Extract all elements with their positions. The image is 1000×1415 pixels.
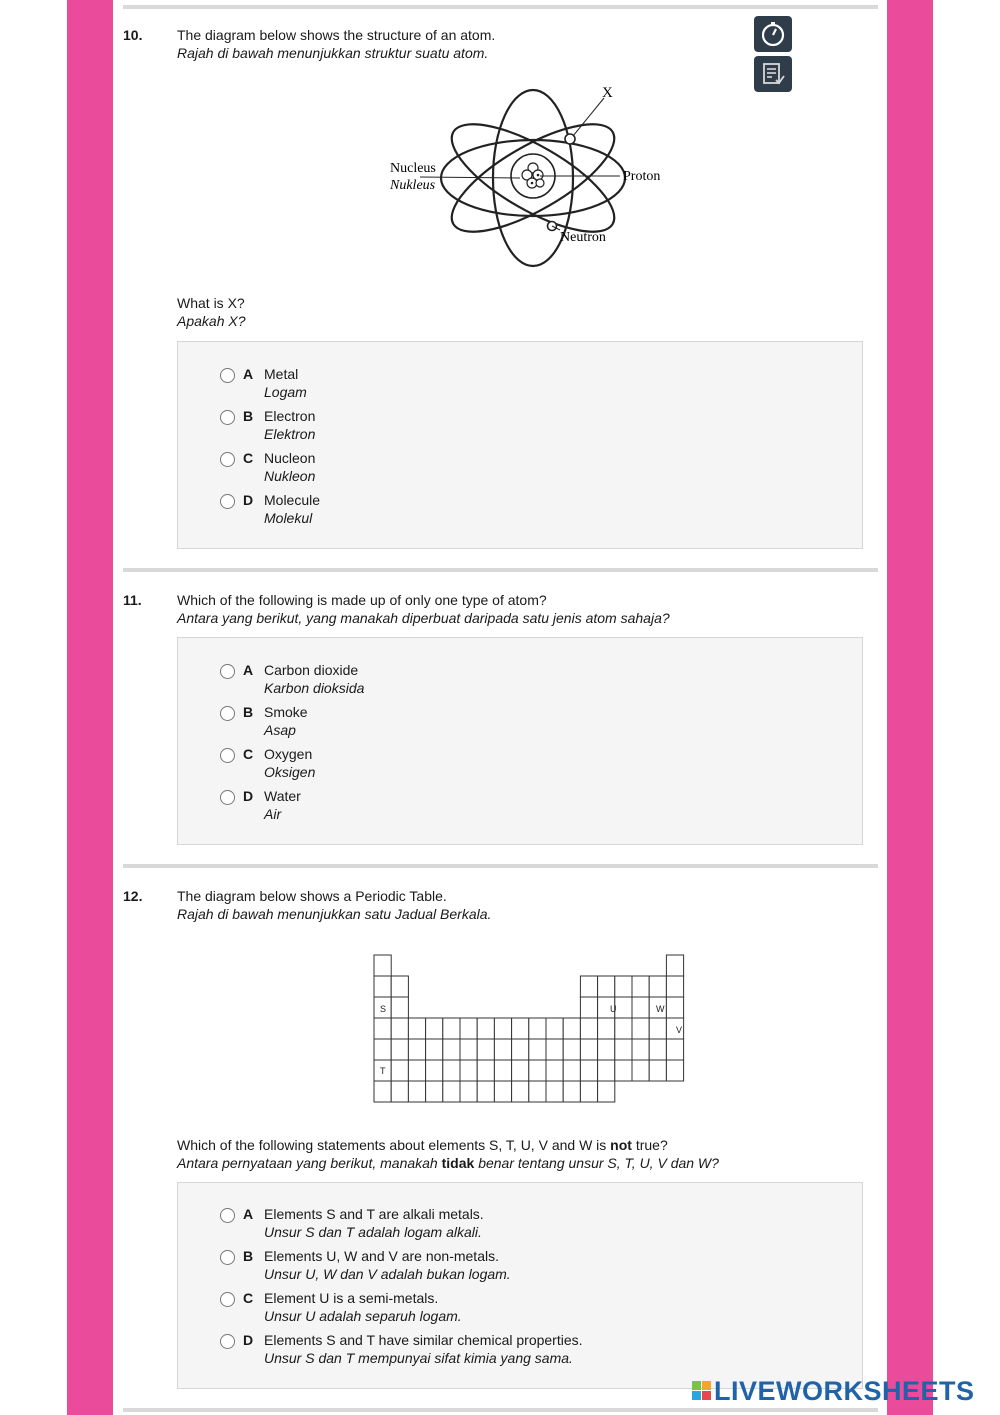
periodic-cell — [666, 1060, 683, 1081]
option-letter: B — [243, 408, 254, 424]
prompt-part: true? — [631, 1137, 668, 1153]
periodic-cell — [649, 1018, 666, 1039]
option-letter: A — [243, 1206, 254, 1222]
label-proton: Proton — [623, 169, 661, 184]
option-text-ms: Nukleon — [264, 468, 316, 484]
periodic-cell — [598, 976, 615, 997]
left-side-band — [67, 0, 113, 1415]
radio-button[interactable] — [220, 790, 235, 805]
periodic-cell — [460, 1018, 477, 1039]
periodic-cell — [632, 1039, 649, 1060]
prompt-part: Antara pernyataan yang berikut, manakah — [177, 1155, 442, 1171]
periodic-cell — [443, 1039, 460, 1060]
periodic-cell — [512, 1039, 529, 1060]
periodic-cell — [649, 1060, 666, 1081]
periodic-cell — [408, 1060, 425, 1081]
question-prompt-ms: Apakah X? — [177, 313, 246, 329]
periodic-cell — [580, 976, 597, 997]
option-letter: C — [243, 1290, 254, 1306]
question-text-ms: Antara yang berikut, yang manakah diperbuat daripada satu jenis atom sahaja? — [177, 610, 670, 626]
periodic-cell — [563, 1081, 580, 1102]
right-side-band — [887, 0, 933, 1415]
periodic-cell — [494, 1039, 511, 1060]
bottom-divider — [123, 1408, 878, 1412]
periodic-cell — [494, 1081, 511, 1102]
radio-button[interactable] — [220, 664, 235, 679]
option-text-ms: Oksigen — [264, 764, 316, 780]
periodic-cell — [374, 1081, 391, 1102]
periodic-cell — [563, 1060, 580, 1081]
liveworksheets-badge-icon — [692, 1381, 712, 1401]
periodic-cell — [374, 955, 391, 976]
cell-label-s: S — [380, 1004, 387, 1014]
cell-label-w: W — [656, 1004, 665, 1014]
periodic-cell — [512, 1081, 529, 1102]
options-box — [177, 341, 863, 549]
question-text-en: Which of the following is made up of only one type of atom? — [177, 592, 547, 608]
radio-button[interactable] — [220, 1292, 235, 1307]
cell-label-t: T — [380, 1066, 386, 1076]
periodic-cell — [615, 976, 632, 997]
periodic-table-grid — [374, 955, 684, 1102]
question-text-en: The diagram below shows the structure of an atom. — [177, 27, 496, 43]
option-text-ms: Karbon dioksida — [264, 680, 365, 696]
periodic-cell — [512, 1060, 529, 1081]
periodic-cell — [632, 997, 649, 1018]
option-text-en: Electron — [264, 408, 316, 424]
option-letter: D — [243, 1332, 254, 1348]
periodic-cell — [391, 1018, 408, 1039]
periodic-cell — [391, 1039, 408, 1060]
brand-text: LIVEWORKSHEETS — [714, 1376, 975, 1406]
radio-button[interactable] — [220, 494, 235, 509]
question-number: 12. — [123, 888, 143, 904]
periodic-cell — [426, 1081, 443, 1102]
radio-button[interactable] — [220, 748, 235, 763]
periodic-cell — [408, 1018, 425, 1039]
periodic-cell — [615, 1060, 632, 1081]
label-x: X — [602, 85, 613, 101]
option-text-en: Water — [264, 788, 301, 804]
timer-icon — [754, 16, 792, 52]
checklist-icon — [754, 56, 792, 92]
periodic-cell — [615, 997, 632, 1018]
question-divider — [123, 568, 878, 572]
question-text-ms: Rajah di bawah menunjukkan struktur suatu atom. — [177, 45, 489, 61]
periodic-cell — [529, 1018, 546, 1039]
periodic-cell — [580, 1018, 597, 1039]
periodic-cell — [598, 1018, 615, 1039]
periodic-cell — [529, 1081, 546, 1102]
periodic-cell — [666, 1039, 683, 1060]
label-nukleus: Nukleus — [390, 178, 436, 193]
option-text-en: Nucleon — [264, 450, 316, 466]
option-text-en: Carbon dioxide — [264, 662, 359, 678]
question-divider — [123, 864, 878, 868]
periodic-cell — [391, 1060, 408, 1081]
periodic-cell — [529, 1039, 546, 1060]
option-letter: B — [243, 704, 254, 720]
periodic-cell — [374, 976, 391, 997]
periodic-cell — [494, 1018, 511, 1039]
periodic-cell — [666, 955, 683, 976]
periodic-cell — [460, 1081, 477, 1102]
atom-diagram — [380, 80, 680, 280]
option-letter: C — [243, 746, 254, 762]
question-number: 11. — [123, 592, 142, 608]
periodic-cell — [666, 997, 683, 1018]
option-text-en: Oxygen — [264, 746, 313, 762]
periodic-cell — [563, 1039, 580, 1060]
radio-button[interactable] — [220, 368, 235, 383]
periodic-cell — [580, 1039, 597, 1060]
periodic-cell — [546, 1039, 563, 1060]
option-text-ms: Unsur S dan T adalah logam alkali. — [264, 1224, 482, 1240]
liveworksheets-logo[interactable] — [692, 1376, 975, 1407]
radio-button[interactable] — [220, 1208, 235, 1223]
periodic-cell — [477, 1081, 494, 1102]
cell-label-v: V — [676, 1025, 683, 1035]
periodic-cell — [477, 1018, 494, 1039]
radio-button[interactable] — [220, 1334, 235, 1349]
radio-button[interactable] — [220, 1250, 235, 1265]
periodic-cell — [374, 1039, 391, 1060]
periodic-cell — [426, 1018, 443, 1039]
cell-label-u: U — [610, 1004, 617, 1014]
periodic-cell — [649, 976, 666, 997]
periodic-cell — [529, 1060, 546, 1081]
periodic-cell — [632, 1060, 649, 1081]
option-letter: C — [243, 450, 254, 466]
periodic-cell — [580, 1081, 597, 1102]
periodic-cell — [443, 1018, 460, 1039]
periodic-cell — [598, 1039, 615, 1060]
radio-button[interactable] — [220, 706, 235, 721]
periodic-cell — [443, 1060, 460, 1081]
periodic-cell — [546, 1060, 563, 1081]
periodic-cell — [374, 1018, 391, 1039]
periodic-cell — [391, 1081, 408, 1102]
periodic-cell — [546, 1081, 563, 1102]
question-number: 10. — [123, 27, 143, 43]
periodic-cell — [494, 1060, 511, 1081]
question-text-ms: Rajah di bawah menunjukkan satu Jadual Berkala. — [177, 906, 492, 922]
periodic-cell — [443, 1081, 460, 1102]
periodic-cell — [598, 1060, 615, 1081]
timer-button[interactable] — [754, 16, 792, 52]
option-letter: A — [243, 662, 254, 678]
periodic-cell — [426, 1060, 443, 1081]
prompt-emphasis: not — [610, 1137, 632, 1153]
options-box — [177, 1182, 863, 1389]
option-text-en: Elements S and T have similar chemical properties. — [264, 1332, 583, 1348]
periodic-cell — [666, 976, 683, 997]
periodic-cell — [408, 1081, 425, 1102]
option-text-ms: Unsur U, W dan V adalah bukan logam. — [264, 1266, 511, 1282]
periodic-cell — [632, 1018, 649, 1039]
prompt-part: benar tentang unsur S, T, U, V dan W? — [474, 1155, 719, 1171]
periodic-cell — [580, 1060, 597, 1081]
option-letter: A — [243, 366, 254, 382]
periodic-cell — [598, 1081, 615, 1102]
question-prompt-en — [177, 1136, 668, 1154]
option-text-ms: Unsur S dan T mempunyai sifat kimia yang sama. — [264, 1350, 573, 1366]
question-prompt-en: What is X? — [177, 295, 245, 311]
option-text-en: Elements S and T are alkali metals. — [264, 1206, 484, 1222]
prompt-emphasis: tidak — [441, 1155, 475, 1171]
option-text-ms: Logam — [264, 384, 307, 400]
periodic-cell — [477, 1039, 494, 1060]
label-neutron: Neutron — [560, 230, 606, 245]
periodic-cell — [460, 1039, 477, 1060]
prompt-part: Which of the following statements about elements S, T, U, V and W is — [177, 1137, 611, 1153]
periodic-cell — [615, 1039, 632, 1060]
periodic-cell — [546, 1018, 563, 1039]
option-text-en: Smoke — [264, 704, 308, 720]
checklist-button[interactable] — [754, 56, 792, 92]
radio-button[interactable] — [220, 452, 235, 467]
periodic-cell — [460, 1060, 477, 1081]
option-letter: D — [243, 788, 254, 804]
option-text-ms: Unsur U adalah separuh logam. — [264, 1308, 462, 1324]
option-text-en: Metal — [264, 366, 299, 382]
options-box — [177, 637, 863, 845]
periodic-cell — [391, 997, 408, 1018]
label-nucleus: Nucleus — [390, 161, 436, 176]
periodic-cell — [563, 1018, 580, 1039]
option-text-ms: Molekul — [264, 510, 313, 526]
option-text-ms: Air — [264, 806, 282, 822]
periodic-cell — [391, 976, 408, 997]
periodic-cell — [426, 1039, 443, 1060]
question-text-en: The diagram below shows a Periodic Table. — [177, 888, 447, 904]
option-text-en: Element U is a semi-metals. — [264, 1290, 439, 1306]
option-text-ms: Elektron — [264, 426, 316, 442]
option-letter: D — [243, 492, 254, 508]
top-divider — [123, 5, 878, 9]
option-text-en: Elements U, W and V are non-metals. — [264, 1248, 499, 1264]
periodic-cell — [615, 1018, 632, 1039]
periodic-cell — [512, 1018, 529, 1039]
periodic-cell — [580, 997, 597, 1018]
option-text-en: Molecule — [264, 492, 321, 508]
option-letter: B — [243, 1248, 254, 1264]
radio-button[interactable] — [220, 410, 235, 425]
periodic-cell — [408, 1039, 425, 1060]
periodic-cell — [477, 1060, 494, 1081]
periodic-cell — [649, 1039, 666, 1060]
question-prompt-ms — [177, 1154, 719, 1172]
periodic-table-diagram — [370, 950, 692, 1106]
option-text-ms: Asap — [264, 722, 296, 738]
periodic-cell — [632, 976, 649, 997]
